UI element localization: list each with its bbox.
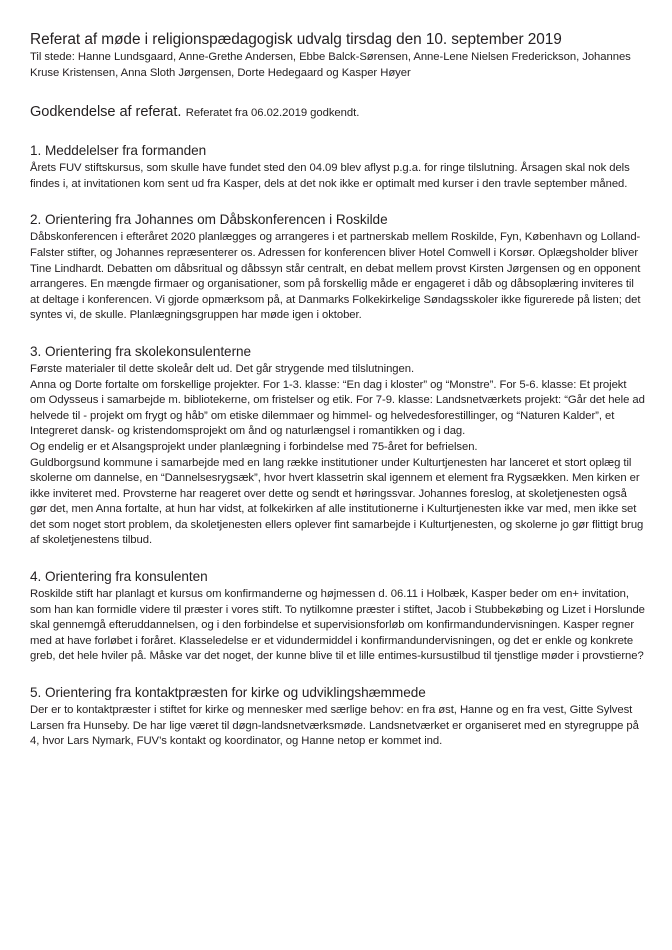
section-2 [30,211,645,324]
page-title: Referat af møde i religionspædagogisk udvalg tirsdag den 10. september 2019 [30,31,562,48]
section-2-heading: 2. Orientering fra Johannes om Dåbskonferencen i Roskilde [30,212,388,228]
paragraph: Roskilde stift har planlagt et kursus om konfirmanderne og højmessen d. 06.11 i Holbæk, Kasper beder om en+ invitation, som han kan formidle videre til præster i vores stift. To nytilkomne præster i stiftet, Jacob i Stubbekøbing og Lizet i Horslunde skal gennemgå efteruddannelsen, og i den forbindelse et supervisionsforløb om konfirmandundervisningen. Kasper regner med at have forløbet i foråret. Klasseledelse er et vidundermiddel i konfirmandundervisningen, og det er enkle og konkrete greb, det hele hviler på. Måske var det noget, der kunne blive til et lille entimes-kursustilbud til tjenstlige møder i provstierne? [30,588,645,663]
section-4 [30,568,645,665]
attendees-line: Til stede: Hanne Lundsgaard, Anne-Grethe Andersen, Ebbe Balck-Sørensen, Anne-Lene Nielsen Frederickson, Johannes Kruse Kristensen, Anna Sloth Jørgensen, Dorte Hedegaard og Kasper Høyer [30,51,631,79]
paragraph: Dåbskonferencen i efteråret 2020 planlægges og arrangeres i et partnerskab mellem Roskilde, Fyn, København og Lolland-Falster stifter, og Johannes repræsenterer os. Adressen for konferencen bliver Hotel Comwell i Korsør. Oplægsholder bliver Tine Lindhardt. Debatten om dåbsritual og dåbssyn står centralt, en debat mellem provst Kirsten Jørgensen og en opponent arrangeres. En mængde firmaer og organisationer, som på forskellig måde er engageret i dåb og dåbsoplæring inviteres til at deltage i konferencen. Vi gjorde opmærksom på, at Danmarks Folkekirkelige Søndagsskoler ikke figurerede på listen; det syntes vi, de skulle. Planlægningsgruppen har møde igen i oktober. [30,231,641,322]
approval-heading: Godkendelse af referat. [30,104,182,121]
section-3-body [30,362,645,549]
section-1-body [30,161,645,192]
paragraph: Der er to kontaktpræster i stiftet for kirke og mennesker med særlige behov: en fra øst, Hanne og en fra vest, Gitte Sylvest Larsen fra Hunseby. De har lige været til døgn-landsnetværksmøde. Landsnetværket er organiseret med en styregruppe på 4, hvor Lars Nymark, FUV’s kontakt og koordinator, og Hanne netop er kommet ind. [30,704,639,748]
section-4-heading: 4. Orientering fra konsulenten [30,569,208,585]
section-3-heading: 3. Orientering fra skolekonsulenterne [30,343,252,359]
section-5-heading: 5. Orientering fra kontaktpræsten for kirke og udviklingshæmmede [30,685,426,701]
paragraph: Årets FUV stiftskursus, som skulle have fundet sted den 04.09 blev aflyst p.g.a. for ringe tilslutning. Årsagen skal nok dels findes i, at invitationen kom sent ud fra Kasper, dels at det nok ikke er optimalt med kurser i den travle september måned. [30,162,630,190]
section-1 [30,142,645,192]
section-3 [30,343,645,549]
paragraph: Og endelig er et Alsangsprojekt under planlægning i forbindelse med 75-året for befrielsen. [30,440,478,453]
section-5-body [30,703,645,750]
approval-note: Referatet fra 06.02.2019 godkendt. [185,107,360,120]
paragraph: Anna og Dorte fortalte om forskellige projekter. For 1-3. klasse: “En dag i kloster” og “Monstre”. For 5-6. klasse: Et projekt om Odysseus i samarbejde m. bibliotekerne, om fristelser og etik. For 7-9. klasse: Landsnetværkets projekt: “Går det hele ad helvede til - projekt om frygt og håb” om etiske dilemmaer og himmel- og helvedesforestillinger, og “Naturen Kalder”, et Integreret dansk- og kristendomsprojekt om ånd og naturlængsel i romantikken og i dag. [30,378,645,438]
section-5 [30,684,645,750]
section-2-body [30,230,645,324]
section-4-body [30,587,645,665]
paragraph: Guldborgsund kommune i samarbejde med en lang række institutioner under Kulturtjenesten har lanceret et stort oplæg til skolerne om dannelse, en “Dannelsesrygsæk”, hvor hvert klassetrin skal igennem et element fra Rygsækken. Men kirken er ikke inviteret med. Provsterne har reageret over dette og sendt et høringssvar. Johannes foreslog, at skoletjenesten også gør det, men Anna fortalte, at hun har vidst, at folkekirken af alle institutionerne i Kulturtjenesten ikke var med, men ikke set det som noget stort problem, da skoletjenesten ellers oplever fint samarbejde i Kulturtjenesten, og skolerne jo gør flittigt brug af skoletjenestens tilbud. [30,456,644,547]
section-1-heading: 1. Meddelelser fra formanden [30,143,207,159]
paragraph: Første materialer til dette skoleår delt ud. Det går strygende med tilslutningen. [30,362,415,375]
approval-block [30,102,645,123]
